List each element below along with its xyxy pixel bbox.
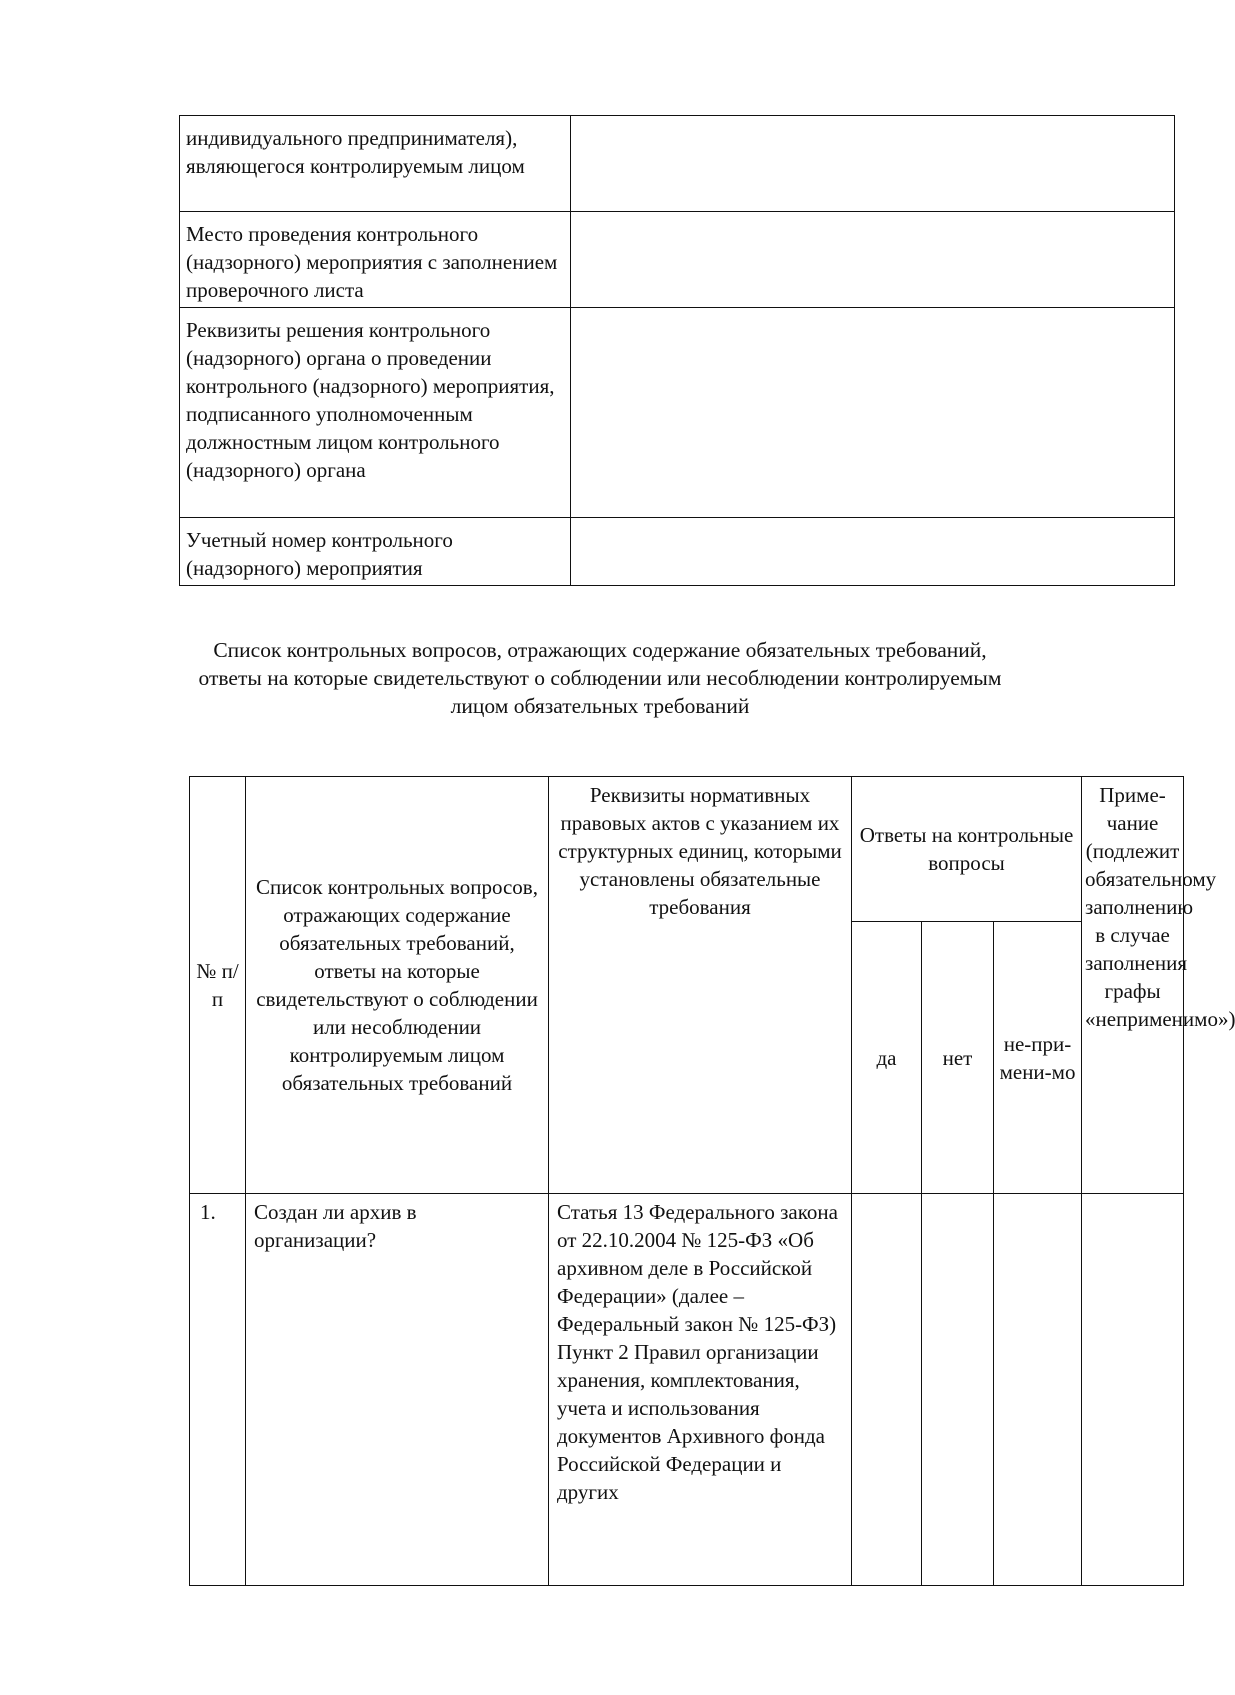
info-value-entrepreneur [571,116,1175,212]
row-question: Создан ли архив в организации? [246,1194,549,1586]
control-questions-table [189,776,1235,1586]
info-value-decision [571,308,1175,518]
info-row-location [180,212,1175,308]
row-requisites: Статья 13 Федерального закона от 22.10.2004 № 125-ФЗ «Об архивном деле в Российской Федерации» (далее – Федеральный закон № 125-ФЗ) Пункт 2 Правил организации хранения, комплектования, учета и использования документов Архивного фонда Российской Федерации и других [549,1194,852,1586]
info-label-decision: Реквизиты решения контрольного (надзорного) органа о проведении контрольного (надзорного) мероприятия, подписанного уполномоченным должностным лицом контрольного (надзорного) органа [180,308,571,518]
table-row [190,1194,1184,1586]
info-label-registration-number: Учетный номер контрольного (надзорного) мероприятия [180,518,571,586]
header-number: № п/п [190,777,246,1194]
header-answer-no: нет [922,922,994,1194]
info-row-decision [180,308,1175,518]
checklist-title-line-3: лицом обязательных требований [450,694,750,718]
header-question: Список контрольных вопросов, отражающих содержание обязательных требований, ответы на которые свидетельствуют о соблюдении или несоблюдении контролируемым лицом обязательных требований [246,777,549,1194]
organization-info-table [179,115,1175,586]
info-row-entrepreneur [180,116,1175,212]
header-note: Приме-чание (подлежит обязательному заполнению в случае заполнения графы «неприменимо») [1082,777,1184,1194]
row-answer-no-cell [922,1194,994,1586]
header-answer-not-applicable: не-при-мени-мо [994,922,1082,1194]
row-answer-yes-cell [852,1194,922,1586]
info-label-location: Место проведения контрольного (надзорного) мероприятия с заполнением проверочного листа [180,212,571,308]
info-label-entrepreneur: индивидуального предпринимателя), являющегося контролируемым лицом [180,116,571,212]
checklist-title [150,636,1050,720]
row-note-cell [1082,1194,1184,1586]
header-answer-yes: да [852,922,922,1194]
row-number: 1. [190,1194,246,1586]
header-answers: Ответы на контрольные вопросы [852,777,1082,922]
header-row-top [190,777,1184,922]
info-value-registration-number [571,518,1175,586]
info-row-registration-number [180,518,1175,586]
checklist-title-line-2: ответы на которые свидетельствуют о соблюдении или несоблюдении контролируемым [198,666,1002,690]
header-requisites: Реквизиты нормативных правовых актов с указанием их структурных единиц, которыми установлены обязательные требования [549,777,852,1194]
row-answer-not-applicable-cell [994,1194,1082,1586]
checklist-title-line-1: Список контрольных вопросов, отражающих содержание обязательных требований, [213,638,987,662]
info-value-location [571,212,1175,308]
